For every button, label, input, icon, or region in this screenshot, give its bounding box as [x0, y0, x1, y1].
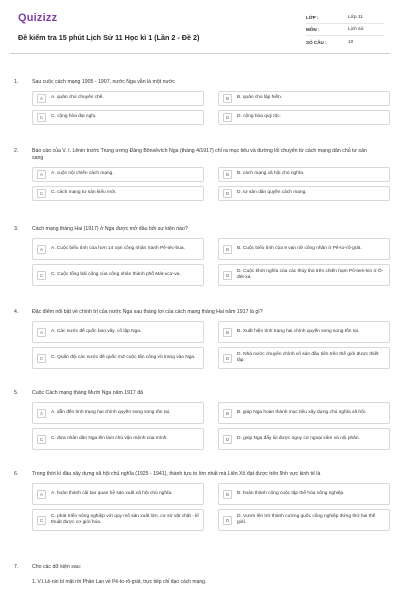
worksheet-title: Đề kiểm tra 15 phút Lịch Sử 11 Học kì 1 (Lần 2 - Đề 2) [18, 33, 200, 42]
option-d[interactable] [218, 509, 390, 531]
option-letter: D [223, 354, 232, 363]
options-grid [32, 483, 390, 531]
option-c[interactable] [32, 347, 204, 369]
option-text: D. cộng hòa quý tộc. [237, 114, 281, 120]
option-letter: C [37, 516, 46, 525]
option-letter: A [37, 409, 46, 418]
question-6 [10, 471, 390, 531]
option-letter: A [37, 328, 46, 337]
option-text: D. Nhà nước chuyên chính vô sản đầu tiên trên thế giới được thiết lập. [237, 351, 379, 363]
option-a[interactable] [32, 238, 204, 260]
option-text: D. tư sản dân quyền cách mạng. [237, 190, 307, 196]
option-text: C. cách mạng tư sản kiểu mới. [51, 190, 117, 196]
option-c[interactable] [32, 186, 204, 201]
option-a[interactable] [32, 402, 204, 424]
meta-label: MÔN : [306, 27, 320, 32]
question-text: Cách mạng tháng Hai (1917) ở Nga được mở đầu bởi sự kiện nào? [32, 226, 188, 232]
options-grid [32, 238, 390, 286]
statement-line: 1. V.I.Lê-nin bí mật rời Phần Lan về Pê-to-rô-grát, trực tiếp chỉ đạo cách mạng. [32, 579, 207, 585]
question-text: Cho các dữ kiện sau: [32, 564, 82, 570]
meta-row-subject [306, 24, 384, 36]
option-text: C. phát triển nông nghiệp với quy mô sản xuất lớn, cơ sở vật chất - kĩ thuật được cơ giới hóa. [51, 513, 199, 525]
option-text: B. cách mạng xã hội chủ nghĩa. [237, 171, 305, 177]
question-3 [10, 226, 390, 286]
question-number: 6. [14, 471, 19, 477]
quizizz-logo: Quizizz [18, 12, 58, 24]
option-text: A. Các nước đế quốc bao vây, cô lập Nga. [51, 328, 142, 334]
option-b[interactable] [218, 238, 390, 260]
option-text: B. quân chủ lập hiến. [237, 95, 283, 101]
option-c[interactable] [32, 264, 204, 286]
option-text: B. hoàn thành công cuộc tập thể hóa nông nghiệp. [237, 490, 345, 496]
options-grid [32, 167, 390, 201]
option-letter: C [37, 271, 46, 280]
question-1 [10, 79, 390, 125]
option-d[interactable] [218, 110, 390, 125]
option-text: B. Cuộc biểu tình của 9 vạn nữ công nhân ở Pê-tơ-rô-grát. [237, 245, 362, 251]
question-number: 3. [14, 226, 19, 232]
option-letter: B [223, 490, 232, 499]
option-letter: B [223, 409, 232, 418]
option-c[interactable] [32, 110, 204, 125]
option-letter: D [223, 516, 232, 525]
option-letter: A [37, 490, 46, 499]
option-b[interactable] [218, 483, 390, 505]
option-a[interactable] [32, 483, 204, 505]
option-text: C. đưa nhân dân Nga lên làm chủ vận mệnh của mình. [51, 435, 168, 441]
question-4 [10, 309, 390, 369]
option-d[interactable] [218, 264, 390, 286]
option-c[interactable] [32, 509, 204, 531]
option-text: C. Quân đội các nước đế quốc mở cuộc tấn công vũ trang vào Nga. [51, 354, 196, 360]
meta-row-count [306, 36, 384, 48]
meta-row-class [306, 12, 384, 24]
meta-value: Lịch sử [348, 27, 364, 32]
question-text: Đặc điểm nổi bật về chính trị của nước Nga sau tháng lợi của cách mạng tháng Hai năm 1917 là gì? [32, 309, 263, 315]
option-b[interactable] [218, 321, 390, 343]
option-letter: B [223, 245, 232, 254]
option-d[interactable] [218, 186, 390, 201]
question-number: 1. [14, 79, 19, 85]
options-grid [32, 321, 390, 369]
option-a[interactable] [32, 321, 204, 343]
question-text: Báo cáo của V. I. Lênin trước Trung ương Đảng Bônsêvích Nga (tháng 4/1917) chỉ ra mục tiêu và đường lối chuyển từ cách mạng dân chủ tư sản sang [32, 148, 367, 161]
question-7 [10, 564, 390, 585]
option-letter: A [37, 245, 46, 254]
question-text: Trong thời kì đầu xây dựng xã hội chủ nghĩa (1925 - 1941), thành tựu to lớn nhất mà Liên Xô đạt được trên lĩnh vực kinh tế là [32, 471, 321, 477]
question-number: 4. [14, 309, 19, 315]
worksheet-header [10, 0, 390, 54]
option-text: D. Vươn lên trở thành cường quốc công nghiệp đứng thứ hai thế giới. [237, 513, 376, 525]
options-grid [32, 402, 390, 450]
option-letter: D [223, 271, 232, 280]
question-number: 7. [14, 564, 19, 570]
option-text: C. cộng hòa đại nghị. [51, 114, 97, 120]
option-text: A. dẫn đến tình trạng hai chính quyền song song tồn tại. [51, 409, 171, 415]
option-text: A. quân chủ chuyên chế. [51, 95, 104, 101]
meta-info [306, 12, 384, 48]
question-text: Cuộc Cách mạng tháng Mười Nga năm 1917 đã [32, 390, 143, 396]
option-letter: A [37, 170, 46, 179]
meta-label: LỚP : [306, 15, 319, 20]
option-letter: D [223, 435, 232, 444]
options-grid [32, 91, 390, 125]
option-text: A. cuộc nội chiến cách mạng. [51, 171, 114, 177]
option-letter: D [223, 189, 232, 198]
option-b[interactable] [218, 91, 390, 106]
option-letter: A [37, 94, 46, 103]
option-a[interactable] [32, 167, 204, 182]
option-letter: C [37, 435, 46, 444]
option-text: A. hoàn thành cải tạo quan hệ sản xuất xã hội chủ nghĩa. [51, 490, 173, 496]
question-number: 2. [14, 148, 19, 154]
meta-value: Lớp 11 [348, 15, 363, 20]
option-d[interactable] [218, 428, 390, 450]
option-letter: C [37, 189, 46, 198]
option-text: A. Cuộc biểu tình của hơn 14 vạn công nhân Xanh Pê-téc-bua. [51, 245, 185, 251]
meta-label: SỐ CÂU : [306, 39, 327, 45]
option-letter: D [223, 113, 232, 122]
option-text: C. Cuộc tổng bãi công của công nhân thành phố Mát-xcơ-va. [51, 271, 181, 277]
option-c[interactable] [32, 428, 204, 450]
question-number: 5. [14, 390, 19, 396]
option-letter: C [37, 354, 46, 363]
option-b[interactable] [218, 402, 390, 424]
option-d[interactable] [218, 347, 390, 369]
meta-value: 10 [348, 39, 354, 45]
option-text: D. giúp Nga đẩy lùi được nguy cơ ngoại xâm và nội phản. [237, 435, 360, 441]
option-text: D. Cuộc khởi nghĩa của các thủy thủ trên chiến hạm Pô-tem-kin ở Ô-đét-xa. [237, 268, 384, 280]
question-text: Sau cuộc cách mạng 1905 - 1907, nước Nga vẫn là một nước [32, 79, 175, 85]
option-letter: C [37, 113, 46, 122]
question-2 [10, 148, 390, 201]
option-b[interactable] [218, 167, 390, 182]
option-text: B. giúp Nga hoàn thành mục tiêu xây dựng chủ nghĩa xã hội. [237, 409, 367, 415]
option-letter: B [223, 94, 232, 103]
question-5 [10, 390, 390, 450]
option-a[interactable] [32, 91, 204, 106]
option-text: B. Xuất hiện tình trạng hai chính quyền song song tồn tại. [237, 328, 360, 334]
option-letter: B [223, 170, 232, 179]
option-letter: B [223, 328, 232, 337]
